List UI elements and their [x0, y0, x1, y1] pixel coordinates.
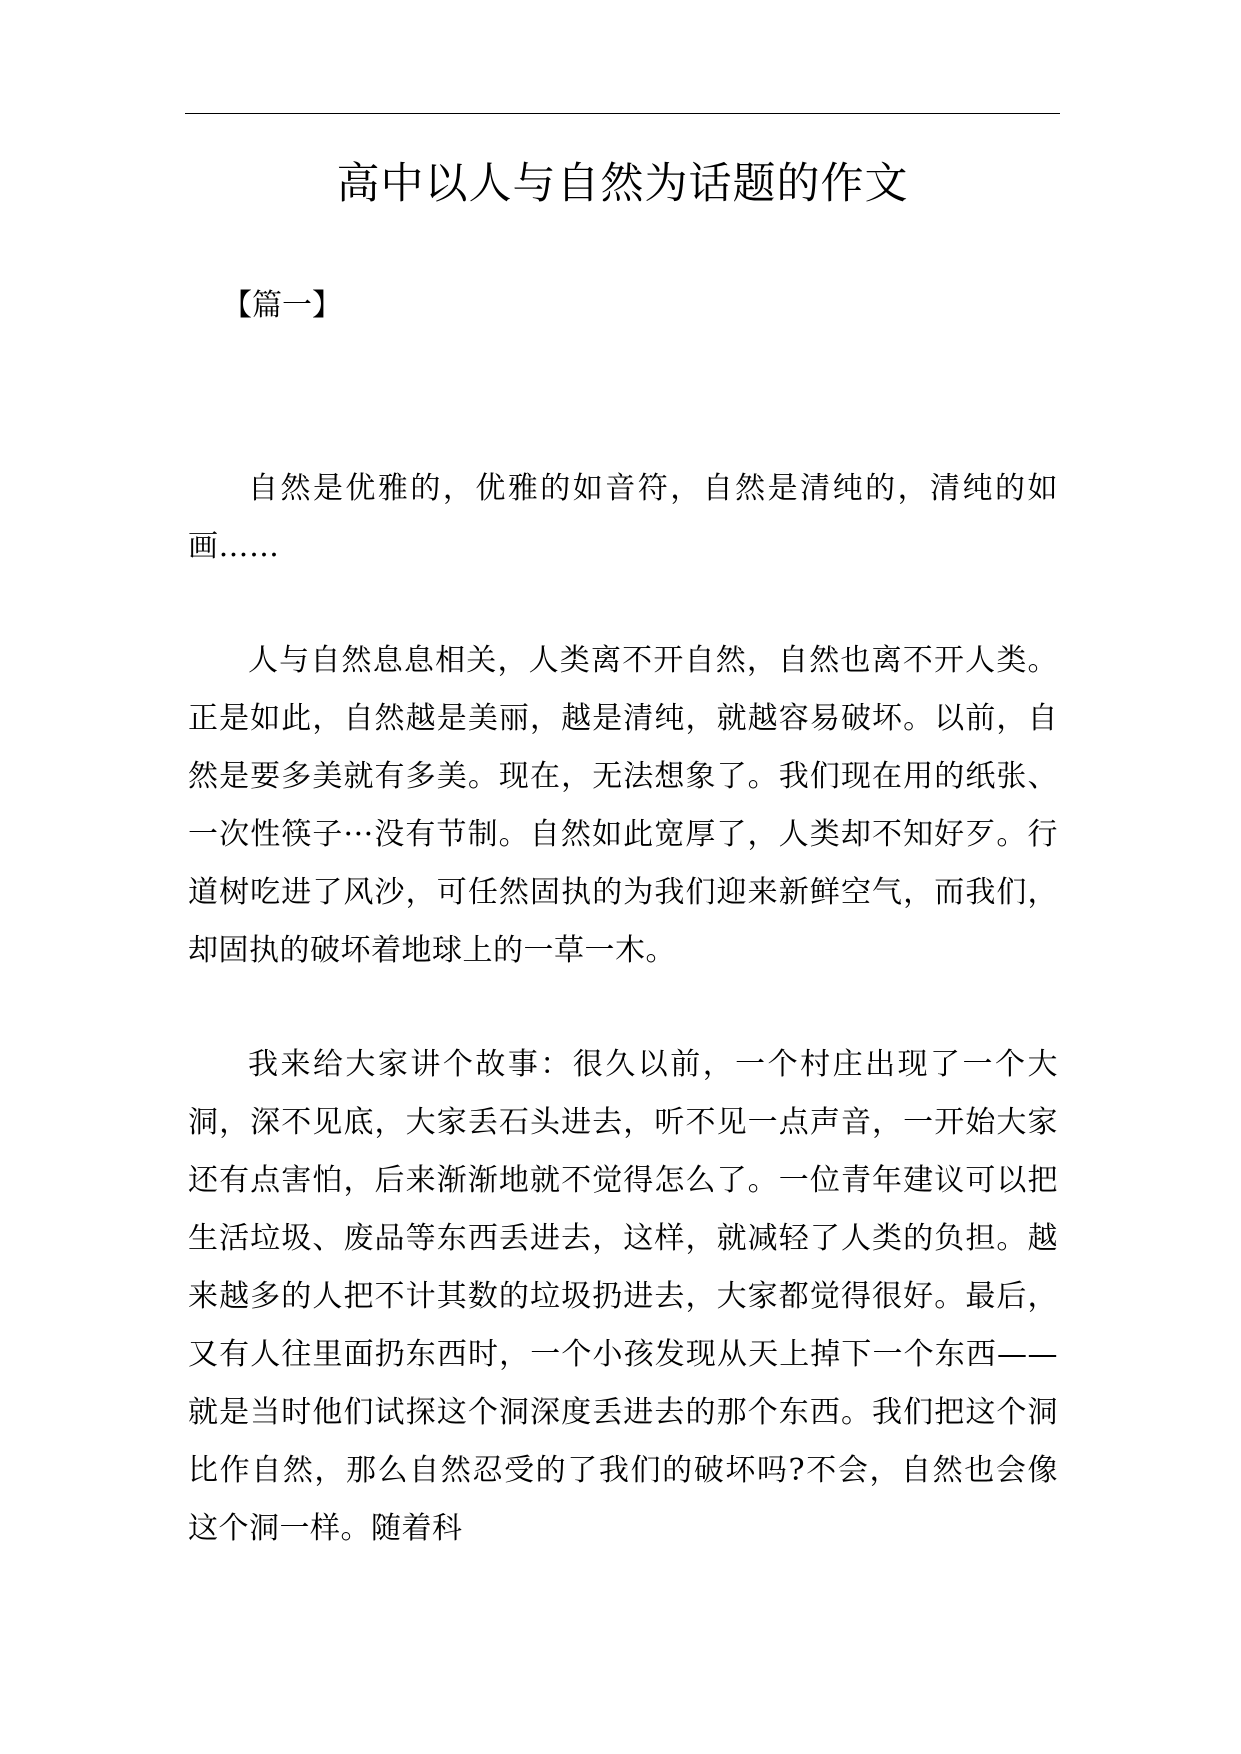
paragraph-2: 人与自然息息相关，人类离不开自然，自然也离不开人类。正是如此，自然越是美丽，越是清纯，就越容易破坏。以前，自然是要多美就有多美。现在，无法想象了。我们现在用的纸张、一次性筷子···没有节制。自然如此宽厚了，人类却不知好歹。行道树吃进了风沙，可任然固执的为我们迎来新鲜空气，而我们，却固执的破坏着地球上的一草一木。: [188, 643, 1058, 968]
section-label: 【篇一】: [222, 288, 342, 323]
header-rule: [185, 113, 1060, 114]
paragraph-3: 我来给大家讲个故事：很久以前，一个村庄出现了一个大洞，深不见底，大家丢石头进去，听不见一点声音，一开始大家还有点害怕，后来渐渐地就不觉得怎么了。一位青年建议可以把生活垃圾、废品等东西丢进去，这样，就减轻了人类的负担。越来越多的人把不计其数的垃圾扔进去，大家都觉得很好。最后，又有人往里面扔东西时，一个小孩发现从天上掉下一个东西——就是当时他们试探这个洞深度丢进去的那个东西。我们把这个洞比作自然，那么自然忍受的了我们的破坏吗?不会，自然也会像这个洞一样。随着科: [188, 1047, 1058, 1546]
document-body: [188, 460, 1058, 1614]
paragraph-1: 自然是优雅的，优雅的如音符，自然是清纯的，清纯的如画……: [188, 471, 1058, 564]
document-title: 高中以人与自然为话题的作文: [336, 159, 909, 209]
